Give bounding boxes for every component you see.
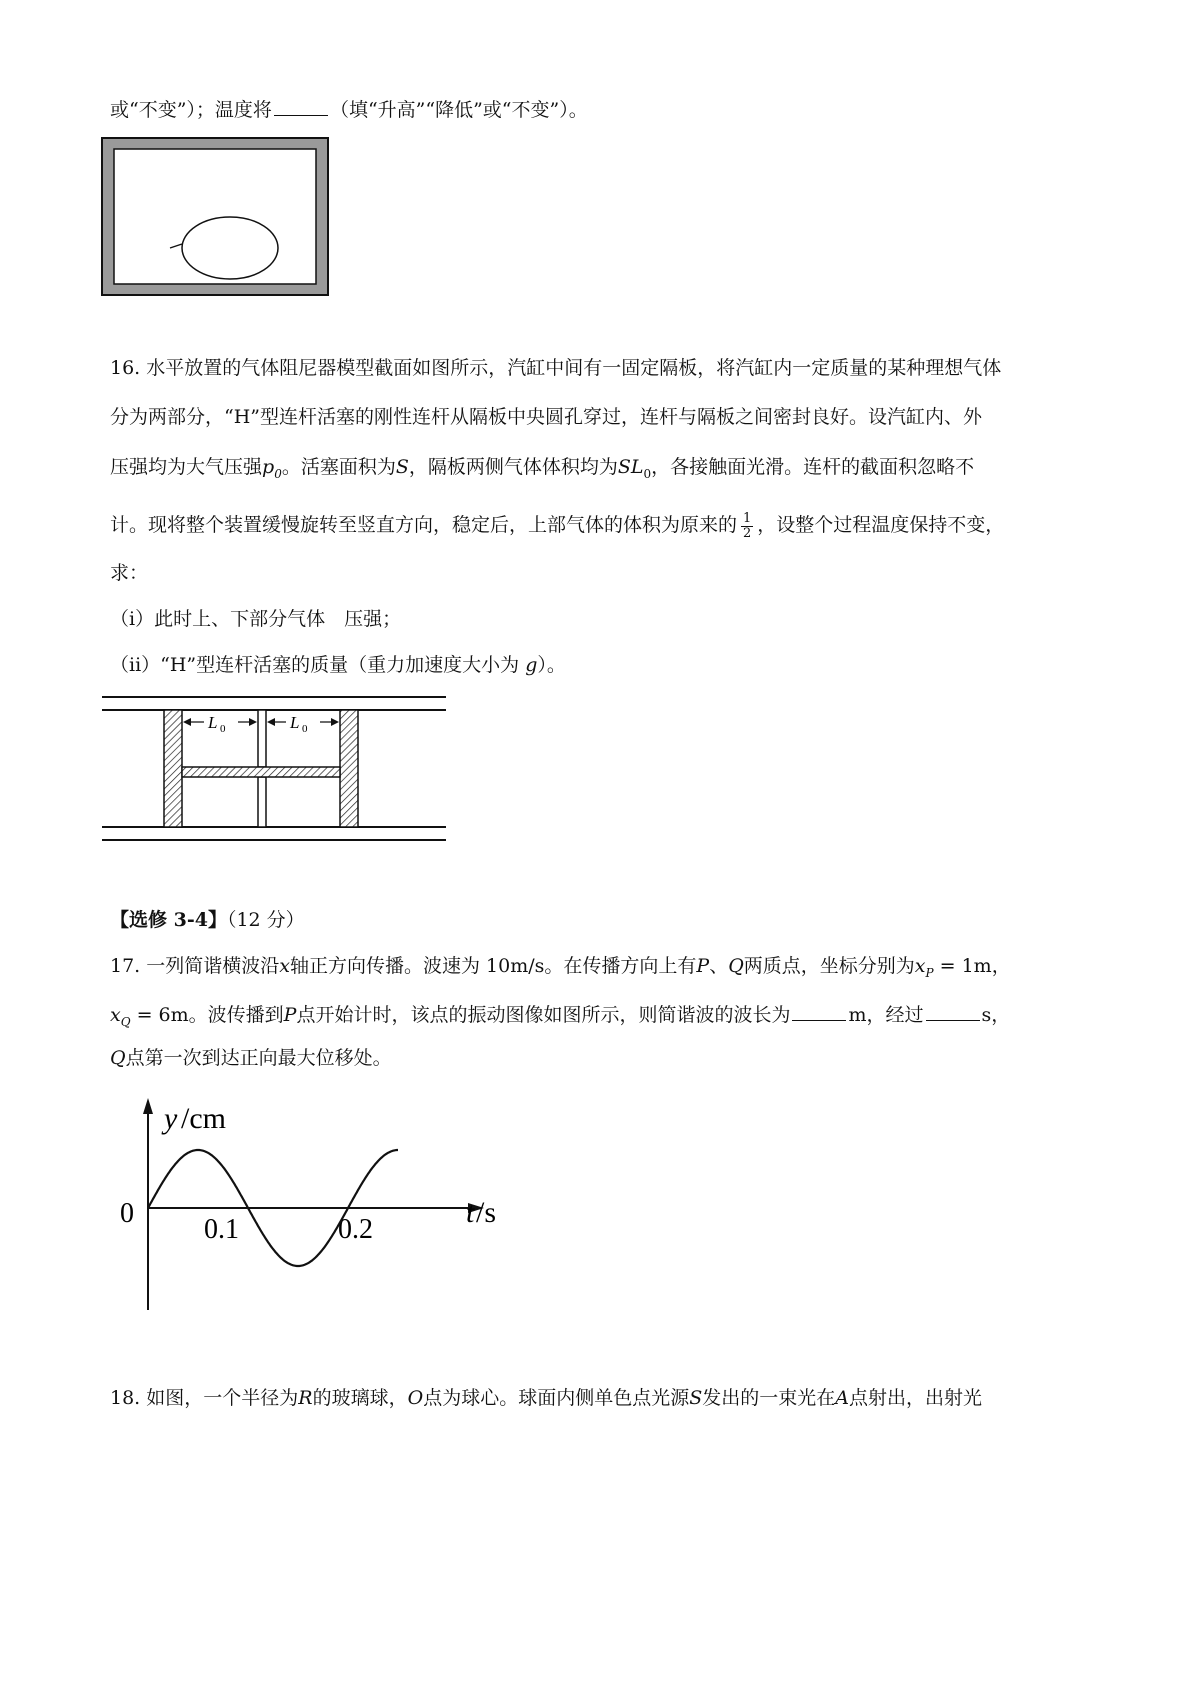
label-L0-right: L xyxy=(290,713,300,732)
y-axis-label-unit: /cm xyxy=(181,1102,226,1135)
label-L0-right-sub: 0 xyxy=(302,723,308,735)
partition-upper xyxy=(258,710,266,767)
q17-line-1: 17. 一列简谐横波沿x轴正方向传播。波速为 10m/s。在传播方向上有P、Q两质点，坐标分别为$x_P = 1m$， xyxy=(110,955,1011,980)
q16-part-ii: （ii）“H”型连杆活塞的质量（重力加速度大小为 g）。 xyxy=(110,654,566,676)
q16-line-2: 分为两部分，“H”型连杆活塞的刚性连杆从隔板中央圆孔穿过，连杆与隔板之间密封良好。设汽缸内、外 xyxy=(110,406,982,428)
q16-part-i: （i）此时上、下部分气体 压强； xyxy=(110,608,402,630)
y-axis-arrow xyxy=(143,1098,153,1114)
q17-line-3: Q点第一次到达正向最大位移处。 xyxy=(110,1047,392,1069)
balloon xyxy=(182,217,278,279)
answer-blank-time xyxy=(926,1003,980,1021)
vibration-graph xyxy=(110,1090,530,1320)
balloon-box-figure xyxy=(100,136,332,298)
damper-figure xyxy=(100,690,450,850)
q16-line-5: 求： xyxy=(110,562,149,584)
section-header: 【选修 3-4】（12 分） xyxy=(110,909,305,931)
origin-label: 0 xyxy=(120,1198,134,1229)
q16-line-3: 压强均为大气压强$p_0$。活塞面积为S，隔板两侧气体体积均为$SL_0$，各接触面光滑。连杆的截面积忽略不 xyxy=(110,456,975,481)
x-axis-label-unit: /s xyxy=(476,1196,497,1229)
x-tick-label-0.1: 0.1 xyxy=(204,1214,239,1245)
answer-blank xyxy=(274,98,328,116)
y-axis-label-var: y xyxy=(164,1102,178,1135)
label-L0-left: L xyxy=(208,713,218,732)
fraction-one-half: $\frac{1}{2}$ xyxy=(743,511,752,541)
connecting-rod xyxy=(182,767,340,777)
x-tick-label-0.2: 0.2 xyxy=(338,1214,373,1245)
x-axis-label-var: t xyxy=(466,1196,475,1229)
q16-line-4: 计。现将整个装置缓慢旋转至竖直方向，稳定后，上部气体的体积为原来的 $\frac{1}{2}$ ，设整个过程温度保持不变， xyxy=(110,511,1005,541)
label-L0-left-sub: 0 xyxy=(220,723,226,735)
q16-line-1: 16. 水平放置的气体阻尼器模型截面如图所示，汽缸中间有一固定隔板，将汽缸内一定质量的某种理想气体 xyxy=(110,357,1002,379)
answer-blank-wavelength xyxy=(792,1003,846,1021)
q15-tail-line: 或“不变”）；温度将 （填“升高”“降低”或“不变”）。 xyxy=(110,99,588,121)
partition-lower xyxy=(258,777,266,827)
piston-right xyxy=(340,710,358,827)
piston-left xyxy=(164,710,182,827)
q17-line-2: $x_Q = 6m$。波传播到P点开始计时，该点的振动图像如图所示，则简谐波的波长为 m，经过 s， xyxy=(110,1004,1011,1029)
q18-line-1: 18. 如图，一个半径为R的玻璃球，O点为球心。球面内侧单色点光源S发出的一束光在A点射出，出射光 xyxy=(110,1387,982,1409)
